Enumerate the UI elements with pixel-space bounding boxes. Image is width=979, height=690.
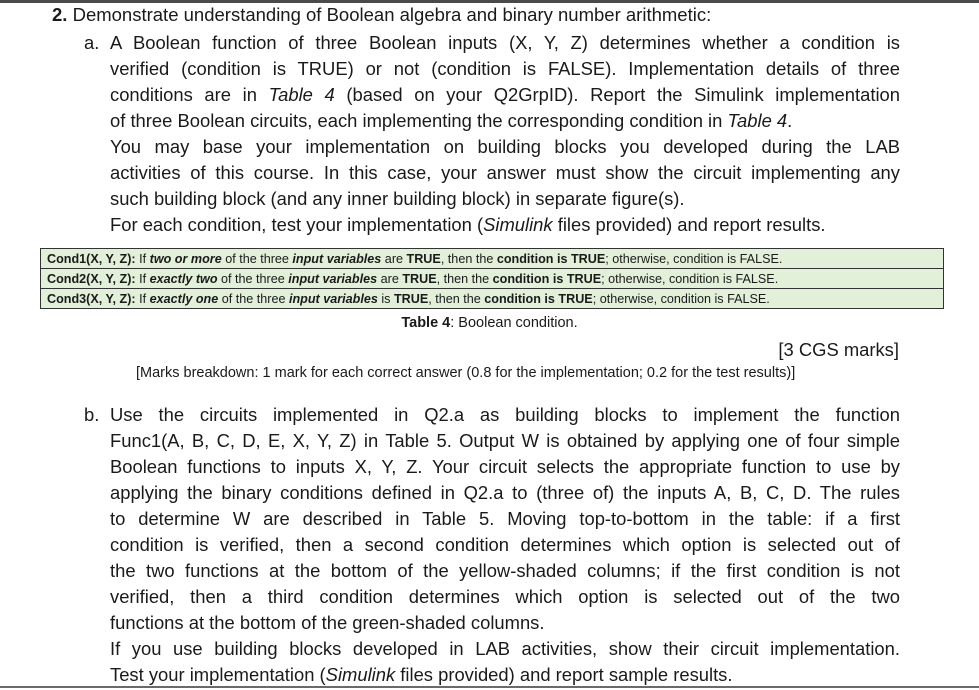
text-line: functions at the bottom of the green-shaded columns.	[110, 612, 545, 633]
condition-cell: Cond2(X, Y, Z): If exactly two of the three input variables are TRUE, then the condition is TRUE; otherwise, condition is FALSE.	[41, 269, 944, 289]
table-caption: Table 4: Boolean condition.	[401, 315, 578, 331]
text-line: the two functions at the bottom of the yellow-shaded columns; if the first condition is not	[110, 560, 900, 581]
question-title: Demonstrate understanding of Boolean algebra and binary number arithmetic:	[72, 4, 712, 25]
text-line: activities of this course. In this case, your answer must show the circuit implementing any	[110, 162, 900, 183]
question-heading	[52, 3, 952, 26]
text-line: such building block (and any inner building block) in separate figure(s).	[110, 188, 685, 209]
text-line: verified (condition is TRUE) or not (condition is FALSE). Implementation details of three	[110, 58, 900, 79]
part-a-marker: a.	[84, 32, 100, 53]
text-line: condition is verified, then a second condition determines which option is selected out of	[110, 534, 900, 555]
text-line: applying the binary conditions defined in Q2.a to (three of) the inputs A, B, C, D. The rules	[110, 482, 900, 503]
text-line: Use the circuits implemented in Q2.a as building blocks to implement the function	[110, 404, 900, 425]
bottom-rule	[0, 686, 979, 688]
table-row	[41, 249, 944, 269]
text-line: If you use building blocks developed in LAB activities, show their circuit implementation.	[110, 638, 900, 659]
text-line: Test your implementation (Simulink files provided) and report sample results.	[110, 664, 733, 685]
condition-cell: Cond1(X, Y, Z): If two or more of the three input variables are TRUE, then the condition is TRUE; otherwise, condition is FALSE.	[41, 249, 944, 269]
part-b-marker: b.	[84, 404, 100, 425]
condition-cell: Cond3(X, Y, Z): If exactly one of the three input variables is TRUE, then the condition is TRUE; otherwise, condition is FALSE.	[41, 289, 944, 309]
table-row	[41, 289, 944, 309]
text-line: conditions are in Table 4 (based on your Q2GrpID). Report the Simulink implementation	[110, 84, 900, 105]
text-line: A Boolean function of three Boolean inputs (X, Y, Z) determines whether a condition is	[110, 32, 900, 53]
table-ref: Table 4	[268, 84, 335, 105]
text-line: Func1(A, B, C, D, E, X, Y, Z) in Table 5. Output W is obtained by applying one of four simple	[110, 430, 900, 451]
text-line: Boolean functions to inputs X, Y, Z. Your circuit selects the appropriate function to use by	[110, 456, 900, 477]
simulink-ref: Simulink	[325, 664, 396, 685]
marks-breakdown: [Marks breakdown: 1 mark for each correct answer (0.8 for the implementation; 0.2 for the test results)]	[136, 365, 796, 381]
table-ref: Table 4	[727, 110, 788, 131]
part-b-text	[110, 402, 900, 688]
simulink-ref: Simulink	[483, 214, 553, 235]
text-line: of three Boolean circuits, each implementing the corresponding condition in Table 4.	[110, 110, 793, 131]
text-line: For each condition, test your implementation (Simulink files provided) and report results.	[110, 214, 826, 235]
table-row	[41, 269, 944, 289]
question-number: 2.	[52, 4, 68, 25]
text-line: verified, then a third condition determines which option is selected out of the two	[110, 586, 900, 607]
text-line: You may base your implementation on building blocks you developed during the LAB	[110, 136, 900, 157]
marks-label: [3 CGS marks]	[778, 339, 899, 360]
text-line: to determine W are described in Table 5. Moving top-to-bottom in the table: if a first	[110, 508, 900, 529]
condition-table	[40, 248, 944, 309]
part-a-text	[110, 30, 900, 238]
